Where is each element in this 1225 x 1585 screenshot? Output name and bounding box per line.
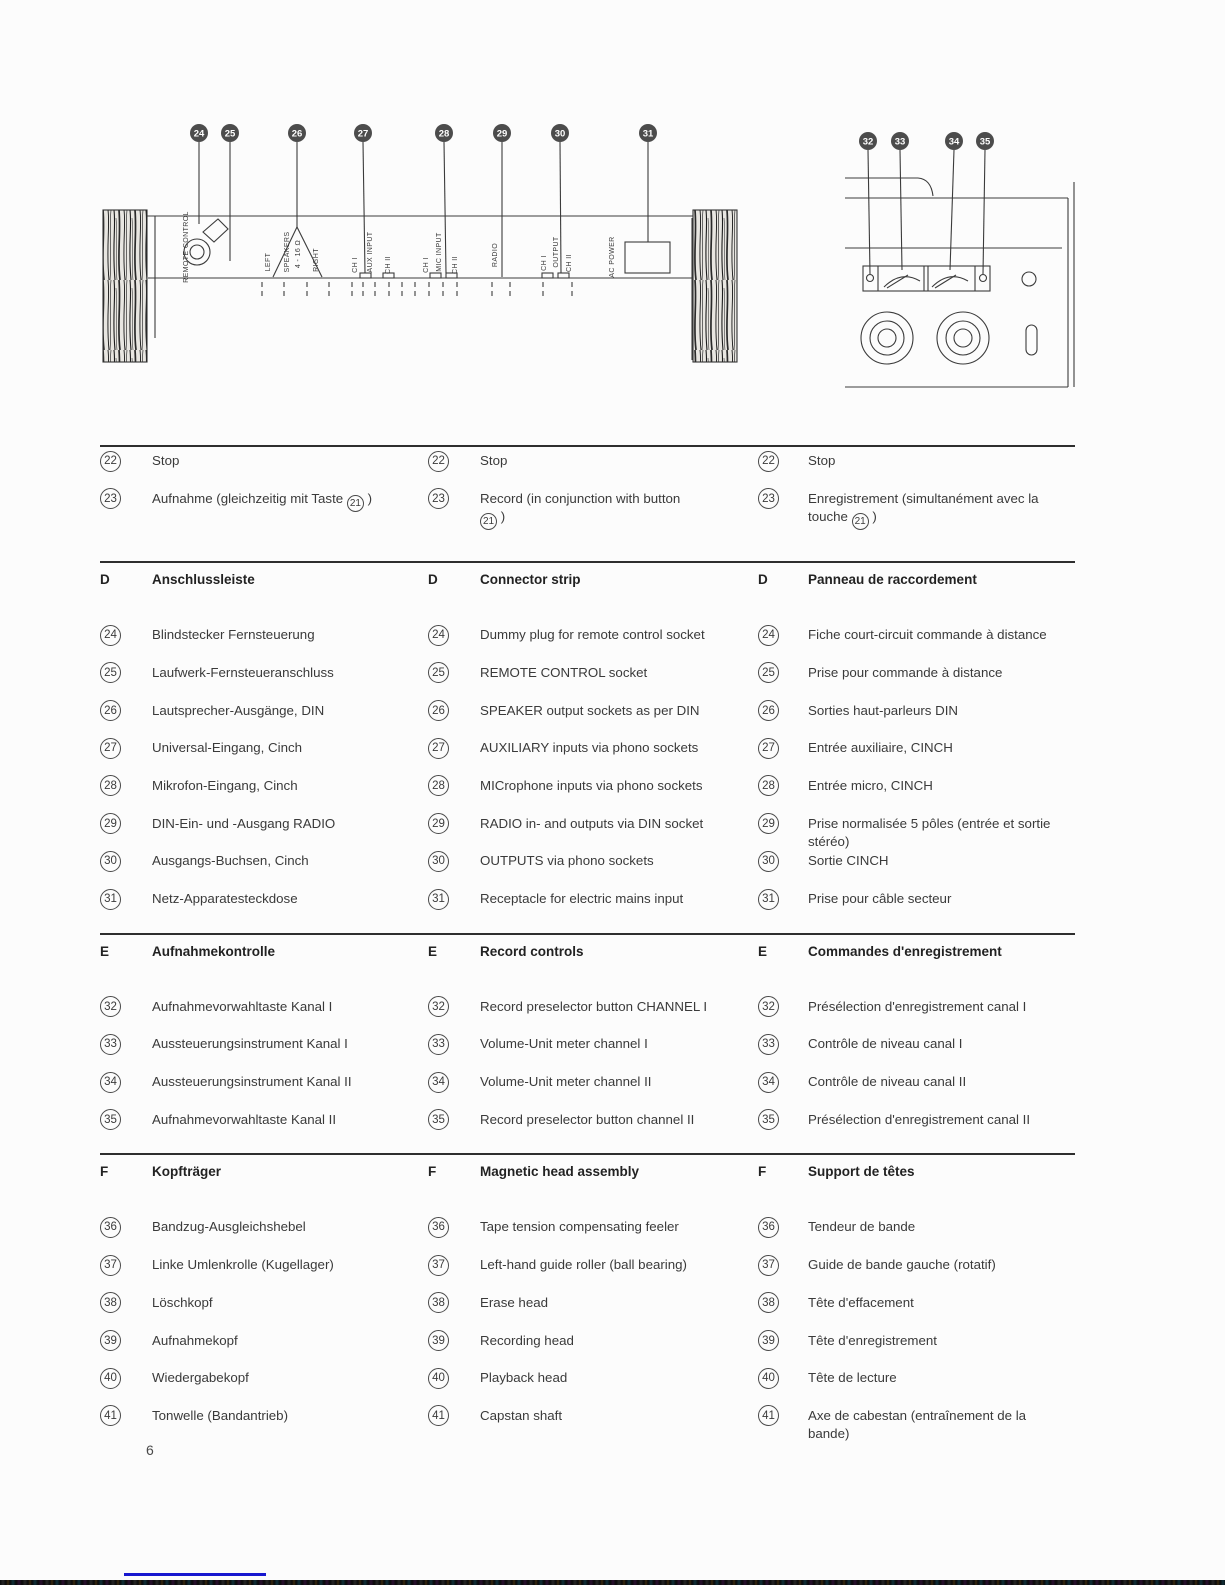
item-number [758, 1034, 808, 1055]
item-number-circle: 24 [100, 625, 121, 646]
item-number-circle: 36 [100, 1217, 121, 1238]
item-text-en: Dummy plug for remote control socket [480, 627, 705, 643]
item-number-circle: 25 [428, 662, 449, 683]
item-text-en: Left-hand guide roller (ball bearing) [480, 1257, 687, 1273]
diagrams [90, 100, 1090, 400]
item-text-fr: Prise normalisée 5 pôles (entrée et sortie stéréo) [808, 815, 1051, 849]
item-text-de: Ausgangs-Buchsen, Cinch [152, 853, 309, 869]
table-row [100, 1406, 1075, 1444]
item-text-de: Netz-Apparatesteckdose [152, 891, 298, 906]
item-text-fr: Tête d'effacement [808, 1294, 914, 1310]
table-row [100, 1255, 1075, 1293]
item-number-circle: 31 [428, 889, 449, 910]
item-number [100, 776, 152, 797]
table-row [100, 738, 1075, 776]
item-number [100, 663, 152, 684]
svg-text:35: 35 [979, 136, 991, 148]
svg-text:34: 34 [948, 136, 960, 148]
item-number [428, 889, 480, 910]
item-number [758, 625, 808, 646]
item-text-fr: Fiche court-circuit commande à distance [808, 627, 1047, 643]
item-number-circle: 34 [428, 1072, 449, 1093]
section-letter: F [428, 1164, 437, 1180]
label-aux-ch1: CH I [352, 257, 359, 273]
inline-ref-circle: 21 [480, 513, 497, 530]
section-D [100, 561, 1075, 933]
section-title-fr: Commandes d'enregistrement [808, 943, 1002, 959]
item-text-fr: Guide de bande gauche (rotatif) [808, 1257, 996, 1273]
item-number-circle: 38 [758, 1292, 779, 1313]
item-text-en: Record preselector button channel II [480, 1111, 695, 1127]
item-number [428, 1072, 480, 1093]
item-number-circle: 33 [428, 1034, 449, 1055]
knob-left [861, 312, 913, 364]
table-row [100, 663, 1075, 701]
item-number-circle: 29 [758, 813, 779, 834]
item-number [100, 1331, 152, 1352]
label-mic-ch2: CH II [452, 256, 459, 274]
table-row [100, 625, 1075, 663]
page-number: 6 [146, 1442, 154, 1458]
item-text-en: Volume-Unit meter channel II [480, 1074, 652, 1090]
item-number [428, 1217, 480, 1238]
table-row [100, 1331, 1075, 1369]
item-text-fr: Tête de lecture [808, 1370, 897, 1386]
item-text-en: SPEAKER output sockets as per DIN [480, 702, 700, 718]
item-number-circle: 28 [428, 775, 449, 796]
record-button-ch1 [867, 275, 874, 282]
item-number [758, 1293, 808, 1314]
section-title-en: Record controls [480, 943, 584, 959]
item-number [428, 489, 480, 510]
legend-table [100, 445, 1075, 1448]
rear-panel-diagram [103, 124, 737, 362]
socket [430, 273, 441, 278]
item-number [100, 1406, 152, 1427]
item-text-fr: Contrôle de niveau canal II [808, 1074, 967, 1090]
item-number-circle: 26 [100, 700, 121, 721]
callout-24 [190, 124, 208, 142]
item-text-fr: Prise pour câble secteur [808, 891, 952, 906]
item-text-fr: Stop [808, 453, 836, 468]
item-text-de: Lautsprecher-Ausgänge, DIN [152, 702, 325, 718]
item-text-de: Universal-Eingang, Cinch [152, 740, 303, 756]
item-text-fr: Prise pour commande à distance [808, 664, 1003, 680]
svg-text:31: 31 [642, 128, 654, 140]
item-number [100, 489, 152, 510]
callout-badges-left [190, 124, 657, 142]
item-text-de: Linke Umlenkrolle (Kugellager) [152, 1257, 334, 1273]
inline-ref-circle: 21 [347, 495, 364, 512]
item-number-circle: 36 [428, 1217, 449, 1238]
label-aux-input: AUX INPUT [367, 231, 374, 273]
item-number-circle: 36 [758, 1217, 779, 1238]
table-row [100, 889, 1075, 927]
item-number [428, 663, 480, 684]
item-number [428, 625, 480, 646]
item-number-circle: 23 [100, 488, 121, 509]
item-number [428, 451, 480, 472]
item-number [758, 451, 808, 472]
section-title-en: Magnetic head assembly [480, 1164, 640, 1180]
svg-text:28: 28 [438, 128, 450, 140]
item-number-circle: 24 [428, 625, 449, 646]
item-number-circle: 28 [758, 775, 779, 796]
item-number-circle: 40 [428, 1368, 449, 1389]
item-number [100, 1072, 152, 1093]
connector-ticks [262, 282, 572, 298]
item-number-circle: 31 [100, 889, 121, 910]
item-number [758, 889, 808, 910]
item-text-en: REMOTE CONTROL socket [480, 664, 648, 680]
item-number [100, 1293, 152, 1314]
vu-meter-ch1 [884, 275, 920, 288]
item-text-en: MICrophone inputs via phono sockets [480, 777, 703, 793]
item-number [100, 1368, 152, 1389]
item-number-circle: 40 [100, 1368, 121, 1389]
section-letter: D [428, 572, 438, 588]
item-text-fr: Axe de cabestan (entraînement de la bande) [808, 1407, 1027, 1441]
item-number [758, 1406, 808, 1427]
label-aux-ch2: CH II [385, 256, 392, 274]
label-out-ch2: CH II [566, 254, 573, 272]
item-number [758, 1331, 808, 1352]
callout-badges-right [859, 132, 994, 150]
item-number-circle: 29 [428, 813, 449, 834]
section-header [100, 943, 1075, 961]
section-letter: D [100, 572, 110, 588]
item-number-circle: 30 [758, 851, 779, 872]
item-number-circle: 39 [428, 1330, 449, 1351]
item-text-en: Playback head [480, 1370, 568, 1386]
section-header [100, 571, 1075, 589]
table-row [100, 489, 1075, 531]
item-number-circle: 34 [100, 1072, 121, 1093]
callout-32 [859, 132, 877, 150]
section-E [100, 933, 1075, 1154]
item-number-circle: 30 [428, 851, 449, 872]
item-text-fr: Présélection d'enregistrement canal I [808, 998, 1027, 1014]
item-number-circle: 31 [758, 889, 779, 910]
item-number [428, 1293, 480, 1314]
item-number [428, 776, 480, 797]
item-number [100, 1217, 152, 1238]
item-number-circle: 27 [758, 738, 779, 759]
svg-text:26: 26 [291, 128, 303, 140]
item-number [758, 776, 808, 797]
item-number [758, 1072, 808, 1093]
wood-post-left [103, 210, 147, 362]
item-text-de: Aussteuerungsinstrument Kanal II [152, 1074, 352, 1090]
item-number-circle: 35 [758, 1109, 779, 1130]
table-row [100, 1110, 1075, 1148]
section-header [100, 1163, 1075, 1181]
item-number [758, 1110, 808, 1131]
label-mic-ch1: CH I [423, 257, 430, 273]
item-number-circle: 33 [100, 1034, 121, 1055]
table-row [100, 1293, 1075, 1331]
svg-text:25: 25 [224, 128, 236, 140]
blue-underline [124, 1573, 266, 1576]
item-number [428, 1110, 480, 1131]
item-number [100, 889, 152, 910]
item-number-circle: 22 [100, 451, 121, 472]
item-text-en: Stop [480, 453, 508, 468]
svg-text:27: 27 [357, 128, 369, 140]
item-number [428, 997, 480, 1018]
label-output: OUTPUT [553, 236, 560, 268]
item-text-en: RADIO in- and outputs via DIN socket [480, 815, 704, 831]
table-row [100, 814, 1075, 852]
item-number-circle: 27 [428, 738, 449, 759]
item-number-circle: 35 [428, 1109, 449, 1130]
item-text-de: Aufnahmevorwahltaste Kanal I [152, 998, 333, 1014]
item-text-en: Record (in conjunction with button 21 ) [480, 489, 758, 531]
label-mic-input: MIC INPUT [436, 232, 443, 272]
callout-30 [551, 124, 569, 142]
label-right: RIGHT [313, 248, 320, 272]
section-letter: F [100, 1164, 109, 1180]
item-number [428, 1368, 480, 1389]
remote-control-plug [184, 219, 228, 265]
callout-31 [639, 124, 657, 142]
section-title-fr: Support de têtes [808, 1164, 915, 1180]
callout-25 [221, 124, 239, 142]
vu-meter-ch2 [932, 275, 968, 288]
item-text-de: Aufnahmekopf [152, 1332, 238, 1348]
item-number-circle: 27 [100, 738, 121, 759]
item-number-circle: 26 [758, 700, 779, 721]
table-row [100, 701, 1075, 739]
item-number [758, 814, 808, 835]
item-number [758, 701, 808, 722]
item-text-en: Recording head [480, 1332, 574, 1348]
socket [360, 273, 371, 278]
item-text-en: Receptacle for electric mains input [480, 891, 684, 906]
item-text-de: Wiedergabekopf [152, 1370, 249, 1386]
item-number-circle: 24 [758, 625, 779, 646]
item-text-fr: Tendeur de bande [808, 1219, 916, 1235]
item-number [100, 1255, 152, 1276]
table-row [100, 1368, 1075, 1406]
item-number [100, 1034, 152, 1055]
item-number-circle: 33 [758, 1034, 779, 1055]
label-remote-control: REMOTE CONTROL [183, 211, 190, 283]
item-number [758, 738, 808, 759]
item-number-circle: 32 [428, 996, 449, 1017]
item-number-circle: 29 [100, 813, 121, 834]
section-title-fr: Panneau de raccordement [808, 572, 977, 588]
section-letter: E [428, 943, 438, 959]
item-number-circle: 23 [758, 488, 779, 509]
item-text-en: OUTPUTS via phono sockets [480, 853, 654, 869]
table-row [100, 997, 1075, 1035]
item-number [100, 738, 152, 759]
table-row [100, 776, 1075, 814]
item-number [758, 997, 808, 1018]
item-number [100, 997, 152, 1018]
item-text-en: Tape tension compensating feeler [480, 1219, 679, 1235]
item-number-circle: 28 [100, 775, 121, 796]
item-text-de: Löschkopf [152, 1294, 213, 1310]
item-text-fr: Sorties haut-parleurs DIN [808, 702, 959, 718]
knob-right [937, 312, 989, 364]
callout-28 [435, 124, 453, 142]
item-number [100, 1110, 152, 1131]
item-text-de: Tonwelle (Bandantrieb) [152, 1407, 289, 1423]
item-number-circle: 25 [100, 662, 121, 683]
item-text-de: DIN-Ein- und -Ausgang RADIO [152, 815, 336, 831]
item-text-fr: Présélection d'enregistrement canal II [808, 1111, 1031, 1127]
item-number [428, 1034, 480, 1055]
socket [542, 273, 553, 278]
item-text-fr: Sortie CINCH [808, 853, 889, 869]
item-number-circle: 39 [100, 1330, 121, 1351]
item-number [758, 851, 808, 872]
item-number-circle: 34 [758, 1072, 779, 1093]
callout-27 [354, 124, 372, 142]
item-text-en: AUXILIARY inputs via phono sockets [480, 740, 699, 756]
svg-text:29: 29 [496, 128, 508, 140]
table-row [100, 451, 1075, 489]
item-text-de: Aussteuerungsinstrument Kanal I [152, 1036, 348, 1052]
item-text-de: Aufnahme (gleichzeitig mit Taste 21 ) [152, 489, 428, 513]
table-row [100, 1072, 1075, 1110]
label-out-ch1: CH I [541, 255, 548, 271]
item-text-en: Volume-Unit meter channel I [480, 1036, 648, 1052]
callout-35 [976, 132, 994, 150]
label-ac-power: AC POWER [609, 236, 616, 278]
item-text-en: Record preselector button CHANNEL I [480, 998, 708, 1014]
svg-text:30: 30 [554, 128, 566, 140]
item-number-circle: 30 [100, 851, 121, 872]
item-text-fr: Entrée micro, CINCH [808, 777, 933, 793]
item-number [428, 1331, 480, 1352]
svg-text:32: 32 [862, 136, 874, 148]
item-number-circle: 41 [428, 1405, 449, 1426]
item-text-de: Laufwerk-Fernsteueranschluss [152, 664, 334, 680]
callout-33 [891, 132, 909, 150]
section-letter: D [758, 572, 768, 588]
item-number [100, 851, 152, 872]
item-number-circle: 22 [758, 451, 779, 472]
vu-meter-diagram [845, 132, 1074, 387]
label-impedance: 4 - 16 Ω [295, 239, 302, 269]
item-text-de: Bandzug-Ausgleichshebel [152, 1219, 306, 1235]
table-row [100, 1034, 1075, 1072]
scan-noise-strip [0, 1580, 1225, 1585]
item-number-circle: 39 [758, 1330, 779, 1351]
label-radio: RADIO [492, 242, 499, 268]
section-letter: F [758, 1164, 767, 1180]
callout-26 [288, 124, 306, 142]
item-number [758, 489, 808, 510]
item-text-de: Blindstecker Fernsteuerung [152, 627, 315, 643]
item-number-circle: 35 [100, 1109, 121, 1130]
item-number-circle: 38 [100, 1292, 121, 1313]
item-number-circle: 26 [428, 700, 449, 721]
item-number [428, 851, 480, 872]
label-speakers: SPEAKERS [284, 231, 291, 273]
item-number [758, 1368, 808, 1389]
item-number [100, 451, 152, 472]
item-text-fr: Entrée auxiliaire, CINCH [808, 740, 953, 756]
small-hole [1022, 272, 1036, 286]
label-left: LEFT [265, 252, 272, 272]
svg-text:33: 33 [894, 136, 906, 148]
inline-ref-circle: 21 [852, 513, 869, 530]
item-number [428, 738, 480, 759]
svg-text:24: 24 [193, 128, 205, 140]
item-text-fr: Tête d'enregistrement [808, 1332, 937, 1348]
table-row [100, 1217, 1075, 1255]
item-text-fr: Enregistrement (simultanément avec la touche 21 ) [808, 489, 1075, 531]
item-number [758, 1255, 808, 1276]
item-number [428, 1255, 480, 1276]
item-text-de: Aufnahmevorwahltaste Kanal II [152, 1111, 337, 1127]
item-number-circle: 32 [100, 996, 121, 1017]
item-number [100, 701, 152, 722]
item-number [428, 814, 480, 835]
wood-post-right [693, 210, 737, 362]
item-text-en: Capstan shaft [480, 1407, 563, 1423]
callout-29 [493, 124, 511, 142]
section-letter: E [758, 943, 768, 959]
item-number-circle: 41 [100, 1405, 121, 1426]
item-number [100, 625, 152, 646]
item-text-de: Stop [152, 453, 180, 468]
item-number-circle: 37 [100, 1255, 121, 1276]
item-number-circle: 25 [758, 662, 779, 683]
item-text-en: Erase head [480, 1294, 549, 1310]
item-number-circle: 41 [758, 1405, 779, 1426]
item-number [428, 1406, 480, 1427]
item-number-circle: 23 [428, 488, 449, 509]
item-number [100, 814, 152, 835]
item-text-fr: Contrôle de niveau canal I [808, 1036, 963, 1052]
section-title-de: Anschlussleiste [152, 572, 255, 588]
section-title-de: Aufnahmekontrolle [152, 943, 276, 959]
table-row [100, 851, 1075, 889]
item-number [758, 663, 808, 684]
section-title-en: Connector strip [480, 572, 581, 588]
item-number [428, 701, 480, 722]
item-number-circle: 37 [428, 1255, 449, 1276]
item-number-circle: 22 [428, 451, 449, 472]
callout-34 [945, 132, 963, 150]
section-stop [100, 445, 1075, 561]
item-number-circle: 40 [758, 1368, 779, 1389]
slot [1026, 325, 1037, 355]
item-number-circle: 32 [758, 996, 779, 1017]
section-F [100, 1153, 1075, 1447]
item-number-circle: 38 [428, 1292, 449, 1313]
section-letter: E [100, 943, 110, 959]
item-text-de: Mikrofon-Eingang, Cinch [152, 777, 298, 793]
item-number [758, 1217, 808, 1238]
section-title-de: Kopfträger [152, 1164, 222, 1180]
item-number-circle: 37 [758, 1255, 779, 1276]
ac-power-socket [625, 242, 670, 273]
record-button-ch2 [980, 275, 987, 282]
vu-meter-assembly [863, 266, 990, 291]
socket [558, 273, 569, 278]
